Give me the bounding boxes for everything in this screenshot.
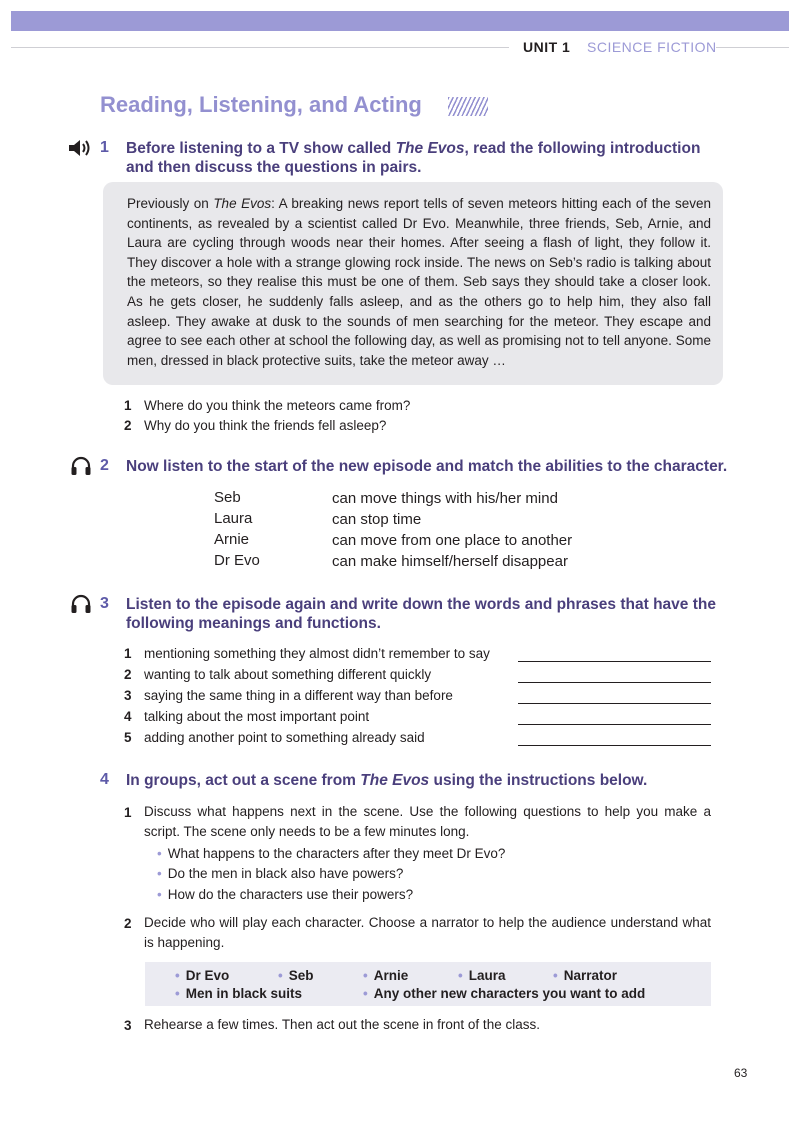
step-2-text: Decide who will play each character. Choose a narrator to help the audience understand what is happening. xyxy=(144,915,711,950)
header-divider-right xyxy=(716,47,789,48)
step-1-number: 1 xyxy=(124,805,132,820)
meaning-item-1: 1 mentioning something they almost didn’t remember to say xyxy=(124,646,490,661)
header-divider xyxy=(11,47,509,48)
character-option: • Seb xyxy=(278,968,314,983)
unit-label: UNIT 1 xyxy=(523,39,571,55)
section-title: Reading, Listening, and Acting xyxy=(100,92,422,117)
step-1-text: Discuss what happens next in the scene. Use the following questions to help you make a script. The scene only needs to be a few minutes long. xyxy=(144,804,711,839)
step-1-bullet-2: • Do the men in black also have powers? xyxy=(157,866,404,881)
meaning-item-2: 2 wanting to talk about something different quickly xyxy=(124,667,432,682)
top-color-bar xyxy=(11,11,789,31)
ability-3: can move from one place to another xyxy=(332,532,573,549)
headphones-icon[interactable] xyxy=(70,594,92,614)
speaker-icon[interactable] xyxy=(68,138,92,158)
step-3-text: Rehearse a few times. Then act out the scene in front of the class. xyxy=(144,1017,540,1032)
exercise-4-number: 4 xyxy=(100,771,109,788)
exercise-3-number: 3 xyxy=(100,595,109,612)
answer-line-1[interactable] xyxy=(518,661,711,662)
step-1-bullet-1: • What happens to the characters after they meet Dr Evo? xyxy=(157,846,506,861)
answer-line-5[interactable] xyxy=(518,745,711,746)
page-number: 63 xyxy=(734,1066,748,1080)
ability-2: can stop time xyxy=(332,511,422,528)
exercise-1-instruction: Before listening to a TV show called The Evos, read the following introduction and then discuss the questions in pairs. xyxy=(126,140,701,176)
intro-text: Previously on The Evos: A breaking news report tells of seven meteors hitting each of the seven continents, as revealed by a scientist called Dr Evo. Meanwhile, three friends, Seb, Arnie, and Laura are cycling through woods near their homes. After seeing a flash of light, they follow it. They discover a hole with a strange glowing rock inside. The news on Seb’s radio is talking about the meteors, so they realise this must be one of them. Seb says they should take a closer look. As he gets closer, he suddenly falls asleep, and as the others go to help him, they also fall asleep. They awake at dusk to the sounds of men searching for the meteor. They escape and agree to see each other at school the following day, as well as promising not to tell anyone. Some men, dressed in black protective suits, take the meteor away … xyxy=(127,196,711,368)
title-hatch-decoration xyxy=(448,97,488,116)
character-arnie: Arnie xyxy=(214,531,250,548)
exercise-4-instruction: In groups, act out a scene from The Evos using the instructions below. xyxy=(126,772,648,789)
ability-1: can move things with his/her mind xyxy=(332,490,558,507)
character-option: • Laura xyxy=(458,968,506,983)
character-dr-evo: Dr Evo xyxy=(214,552,260,569)
step-3-number: 3 xyxy=(124,1018,132,1033)
character-laura: Laura xyxy=(214,510,253,527)
exercise-2-instruction: Now listen to the start of the new episode and match the abilities to the character. xyxy=(126,458,728,475)
meaning-item-5: 5 adding another point to something already said xyxy=(124,730,425,745)
exercise-3-instruction: Listen to the episode again and write down the words and phrases that have the following meanings and functions. xyxy=(126,596,716,632)
answer-line-2[interactable] xyxy=(518,682,711,683)
character-option: • Any other new characters you want to add xyxy=(363,986,646,1001)
question-2: 2 Why do you think the friends fell asleep? xyxy=(124,418,387,433)
headphones-icon[interactable] xyxy=(70,456,92,476)
step-1-bullet-3: • How do the characters use their powers? xyxy=(157,887,414,902)
answer-line-4[interactable] xyxy=(518,724,711,725)
character-option: • Arnie xyxy=(363,968,409,983)
meaning-item-3: 3 saying the same thing in a different way than before xyxy=(124,688,453,703)
step-2-number: 2 xyxy=(124,916,132,931)
character-option: • Narrator xyxy=(553,968,618,983)
character-seb: Seb xyxy=(214,489,241,506)
exercise-1-number: 1 xyxy=(100,139,109,156)
unit-topic: SCIENCE FICTION xyxy=(587,39,717,55)
character-option: • Dr Evo xyxy=(175,968,230,983)
answer-line-3[interactable] xyxy=(518,703,711,704)
meaning-item-4: 4 talking about the most important point xyxy=(124,709,370,724)
exercise-2-number: 2 xyxy=(100,457,109,474)
question-1: 1 Where do you think the meteors came from? xyxy=(124,398,411,413)
ability-4: can make himself/herself disappear xyxy=(332,553,568,570)
character-option: • Men in black suits xyxy=(175,986,303,1001)
